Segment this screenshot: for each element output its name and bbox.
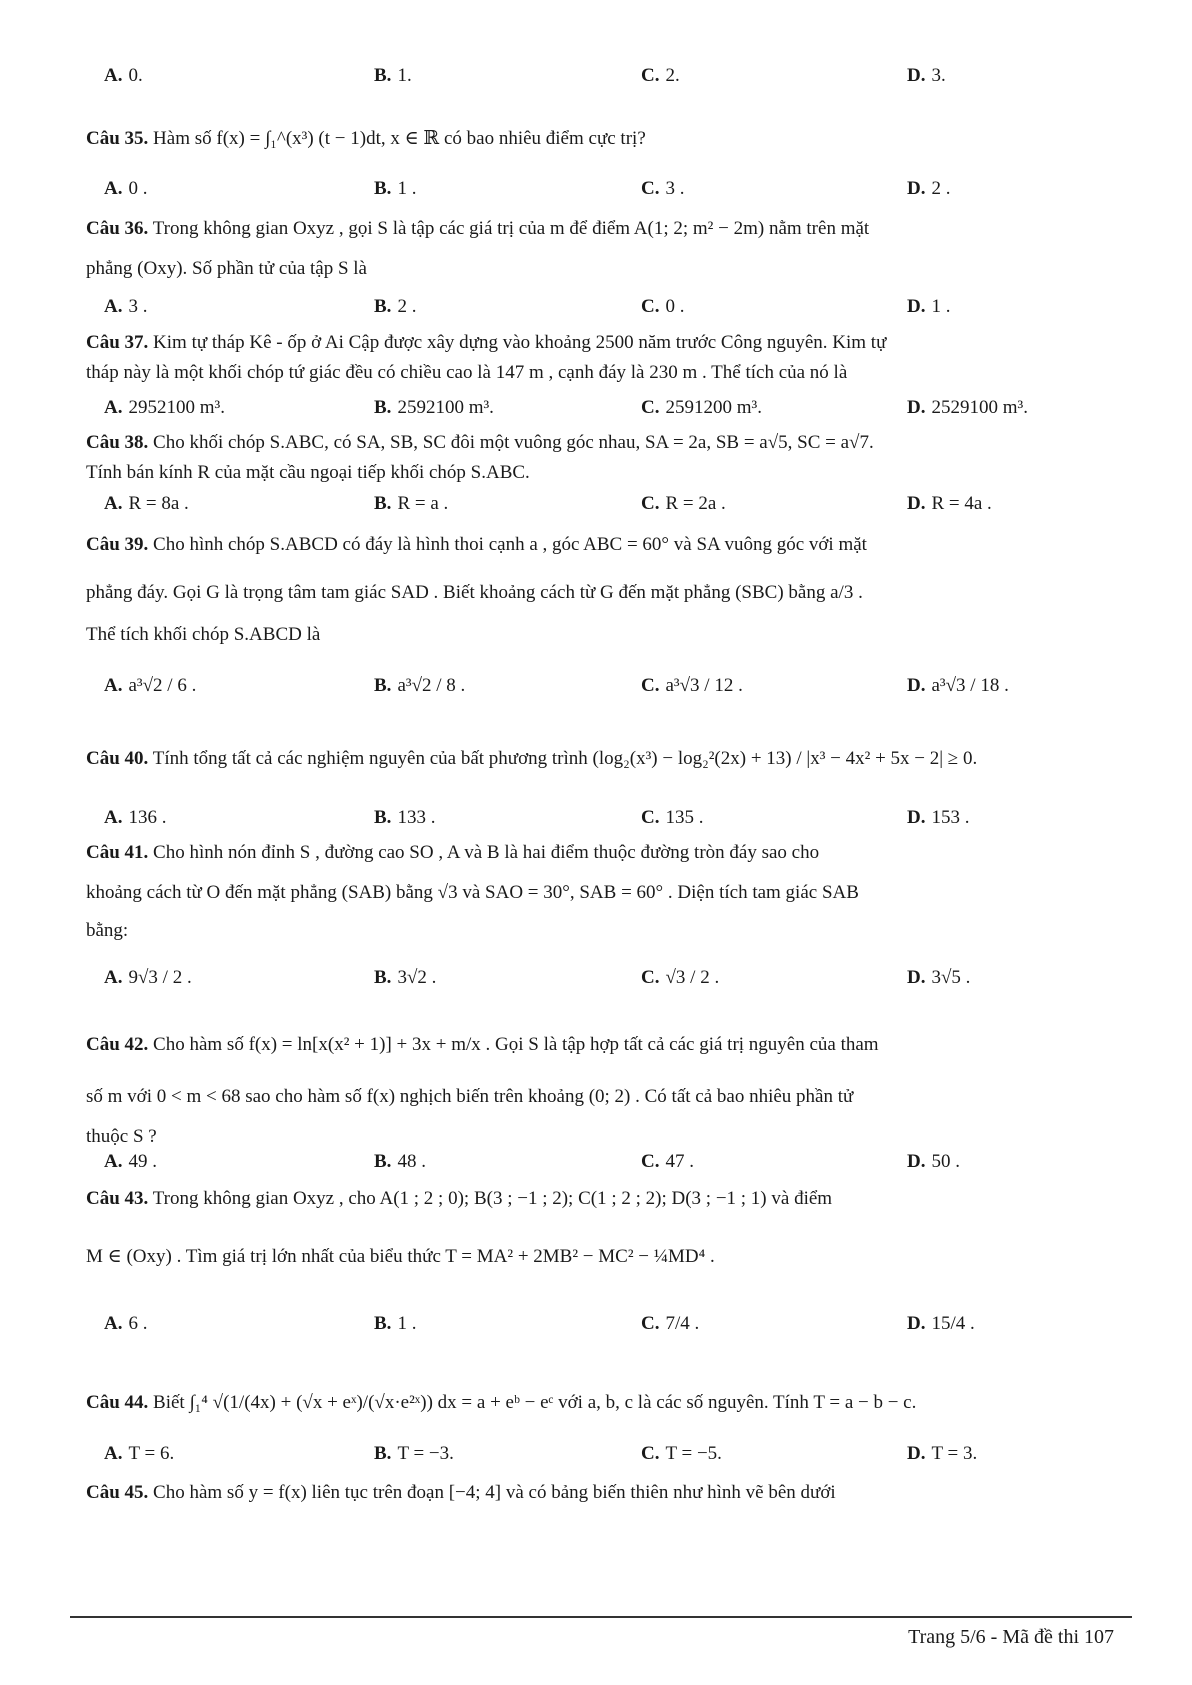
q36-option-a: A. 3 .	[104, 296, 148, 317]
q42-option-c: C. 47 .	[641, 1151, 694, 1172]
q44-option-a: A. T = 6.	[104, 1443, 175, 1464]
q43-option-a: A. 6 .	[104, 1313, 148, 1334]
q39-option-a: A. a³√2 / 6 .	[104, 675, 197, 696]
q43-option-d: D. 15/4 .	[907, 1313, 975, 1334]
q37-option-c: C. 2591200 m³.	[641, 397, 762, 418]
q44-option-d: D. T = 3.	[907, 1443, 978, 1464]
q39-question-line1: Câu 39. Cho hình chóp S.ABCD có đáy là hình thoi cạnh a , góc ABC = 60° và SA vuông góc với mặt	[86, 534, 867, 555]
q42-question-line2: số m với 0 < m < 68 sao cho hàm số f(x) nghịch biến trên khoảng (0; 2) . Có tất cả bao nhiêu phần tử	[86, 1086, 854, 1107]
q42-option-b: B. 48 .	[374, 1151, 426, 1172]
q38-option-b: B. R = a .	[374, 493, 449, 514]
q37-question-line2: tháp này là một khối chóp tứ giác đều có chiều cao là 147 m , cạnh đáy là 230 m . Thể tích của nó là	[86, 362, 848, 383]
q34-options	[104, 62, 1114, 102]
q35-option-b: B. 1 .	[374, 178, 417, 199]
q36-question-line1: Câu 36. Trong không gian Oxyz , gọi S là tập các giá trị của m để điểm A(1; 2; m² − 2m) nằm trên mặt	[86, 218, 870, 239]
q38-question-line2: Tính bán kính R của mặt cầu ngoại tiếp khối chóp S.ABC.	[86, 462, 530, 483]
page-footer: Trang 5/6 - Mã đề thi 107	[908, 1626, 1114, 1648]
q37-option-a: A. 2952100 m³.	[104, 397, 225, 418]
q43-question-line2: M ∈ (Oxy) . Tìm giá trị lớn nhất của biểu thức T = MA² + 2MB² − MC² − ¼MD⁴ .	[86, 1246, 715, 1267]
q41-option-d: D. 3√5 .	[907, 967, 971, 988]
q40-option-d: D. 153 .	[907, 807, 970, 828]
q40-inequality: (log₂(x³) − log₂²(2x) + 13) / |x³ − 4x² + 5x − 2| ≥ 0.	[592, 748, 978, 769]
q42-options	[104, 1148, 1114, 1188]
q38-question-line1: Câu 38. Cho khối chóp S.ABC, có SA, SB, SC đôi một vuông góc nhau, SA = 2a, SB = a√5, SC = a√7.	[86, 432, 874, 453]
q42-question-line3: thuộc S ?	[86, 1126, 157, 1147]
q35-option-c: C. 3 .	[641, 178, 685, 199]
q39-options	[104, 672, 1114, 712]
q43-option-c: C. 7/4 .	[641, 1313, 700, 1334]
q40-option-a: A. 136 .	[104, 807, 167, 828]
q36-option-b: B. 2 .	[374, 296, 417, 317]
q37-option-d: D. 2529100 m³.	[907, 397, 1028, 418]
q41-options	[104, 964, 1114, 1004]
q41-option-a: A. 9√3 / 2 .	[104, 967, 192, 988]
q39-question-line2: phẳng đáy. Gọi G là trọng tâm tam giác SAD . Biết khoảng cách từ G đến mặt phẳng (SBC) bằng a/3 .	[86, 582, 863, 603]
q35-option-a: A. 0 .	[104, 178, 148, 199]
q35-options	[104, 175, 1114, 215]
q34-option-c: C. 2.	[641, 65, 680, 86]
footer-divider	[70, 1616, 1132, 1618]
q37-options	[104, 394, 1114, 434]
q35-option-d: D. 2 .	[907, 178, 951, 199]
q37-question-line1: Câu 37. Kim tự tháp Kê - ốp ở Ai Cập được xây dựng vào khoảng 2500 năm trước Công nguyên. Kim tự	[86, 332, 887, 353]
q41-option-c: C. √3 / 2 .	[641, 967, 720, 988]
q38-option-d: D. R = 4a .	[907, 493, 992, 514]
q43-question-line1: Câu 43. Trong không gian Oxyz , cho A(1 ; 2 ; 0); B(3 ; −1 ; 2); C(1 ; 2 ; 2); D(3 ; −1 ; 1) và điểm	[86, 1188, 833, 1209]
q36-option-d: D. 1 .	[907, 296, 951, 317]
q40-options	[104, 804, 1114, 844]
q41-question-line3: bằng:	[86, 920, 129, 941]
q39-option-b: B. a³√2 / 8 .	[374, 675, 466, 696]
q39-question-line3: Thể tích khối chóp S.ABCD là	[86, 624, 321, 645]
q44-option-b: B. T = −3.	[374, 1443, 454, 1464]
q37-option-b: B. 2592100 m³.	[374, 397, 494, 418]
q39-option-d: D. a³√3 / 18 .	[907, 675, 1009, 696]
q40-option-c: C. 135 .	[641, 807, 704, 828]
q40-question: Câu 40. Tính tổng tất cả các nghiệm nguyên của bất phương trình (log₂(x³) − log₂²(2x) + 13) / |x³ − 4x² + 5x − 2| ≥ 0.	[86, 748, 978, 769]
q34-option-b: B. 1.	[374, 65, 412, 86]
q38-options	[104, 490, 1114, 530]
q41-question-line2: khoảng cách từ O đến mặt phẳng (SAB) bằng √3 và SAO = 30°, SAB = 60° . Diện tích tam giác SAB	[86, 882, 859, 903]
q39-option-c: C. a³√3 / 12 .	[641, 675, 743, 696]
q42-option-a: A. 49 .	[104, 1151, 157, 1172]
q41-question-line1: Câu 41. Cho hình nón đỉnh S , đường cao SO , A và B là hai điểm thuộc đường tròn đáy sao cho	[86, 842, 820, 863]
q43-options	[104, 1310, 1114, 1350]
q38-option-c: C. R = 2a .	[641, 493, 726, 514]
q43-option-b: B. 1 .	[374, 1313, 417, 1334]
q34-option-a: A. 0.	[104, 65, 143, 86]
q44-options	[104, 1440, 1114, 1480]
q44-question: Câu 44. Biết ∫₁⁴ √(1/(4x) + (√x + eˣ)/(√x·e²ˣ)) dx = a + eᵇ − eᶜ với a, b, c là các số nguyên. Tính T = a − b − c.	[86, 1392, 917, 1413]
q42-option-d: D. 50 .	[907, 1151, 960, 1172]
q36-options	[104, 293, 1114, 333]
q38-option-a: A. R = 8a .	[104, 493, 189, 514]
q42-question-line1: Câu 42. Cho hàm số f(x) = ln[x(x² + 1)] + 3x + m/x . Gọi S là tập hợp tất cả các giá trị nguyên của tham	[86, 1034, 879, 1055]
q34-option-d: D. 3.	[907, 65, 946, 86]
q40-option-b: B. 133 .	[374, 807, 436, 828]
q36-option-c: C. 0 .	[641, 296, 685, 317]
q44-option-c: C. T = −5.	[641, 1443, 722, 1464]
q35-question: Câu 35. Hàm số f(x) = ∫₁^(x³) (t − 1)dt, x ∈ ℝ có bao nhiêu điểm cực trị?	[86, 128, 646, 149]
q36-question-line2: phẳng (Oxy). Số phần tử của tập S là	[86, 258, 367, 279]
q45-question: Câu 45. Cho hàm số y = f(x) liên tục trên đoạn [−4; 4] và có bảng biến thiên như hình vẽ bên dưới	[86, 1482, 836, 1503]
q41-option-b: B. 3√2 .	[374, 967, 437, 988]
